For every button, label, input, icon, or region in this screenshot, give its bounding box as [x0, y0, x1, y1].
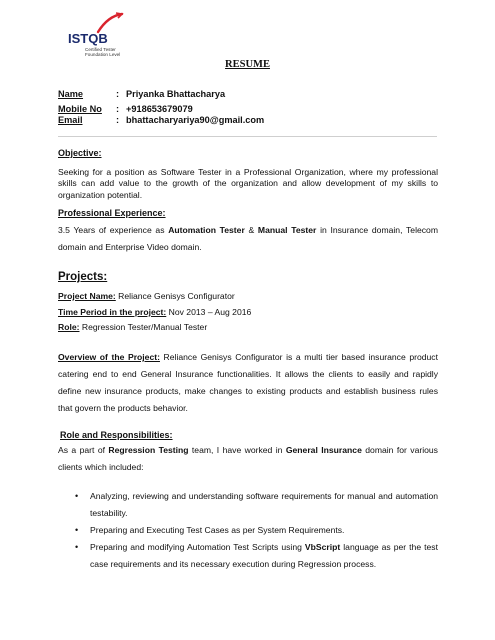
- bullet-icon: •: [75, 525, 79, 535]
- email-sep: :: [116, 115, 120, 125]
- time-period-value: Nov 2013 – Aug 2016: [166, 307, 252, 317]
- resp-t1: As a part of: [58, 445, 109, 455]
- istqb-logo: [60, 10, 140, 60]
- list-item: [74, 488, 438, 522]
- resp-b2: General Insurance: [285, 445, 362, 455]
- experience-heading: Professional Experience:: [58, 208, 166, 218]
- experience-t3: in Insurance domain, Telecom domain and Enterprise Video domain.: [58, 225, 438, 252]
- bullet3-pre: Preparing and modifying Automation Test Scripts using: [90, 542, 305, 552]
- objective-heading: Objective:: [58, 148, 102, 158]
- experience-t1: 3.5 Years of experience as: [58, 225, 169, 235]
- role-line: [58, 322, 207, 332]
- resp-b1: Regression Testing: [108, 445, 189, 455]
- responsibilities-list: [74, 488, 438, 573]
- project-name-label: Project Name:: [58, 291, 116, 301]
- role-value: Regression Tester/Manual Tester: [79, 322, 208, 332]
- experience-b2: Manual Tester: [257, 225, 317, 235]
- page-title: RESUME: [225, 59, 270, 70]
- mobile-label: Mobile No: [58, 104, 102, 114]
- list-item: [74, 522, 438, 539]
- role-label: Role:: [58, 322, 80, 332]
- email-label: Email: [58, 115, 83, 125]
- experience-text: [58, 222, 438, 256]
- email-value: bhattacharyariya90@gmail.com: [126, 115, 265, 125]
- experience-t2: &: [244, 225, 258, 235]
- bullet-text: Analyzing, reviewing and understanding software requirements for manual and automation testability.: [90, 491, 438, 518]
- name-sep: :: [116, 89, 120, 99]
- logo-line1: Certified Tester: [85, 47, 116, 52]
- bullet-text: [90, 542, 438, 569]
- resp-t2: team, I have worked in: [188, 445, 286, 455]
- overview-label: Overview of the Project:: [58, 352, 160, 362]
- time-period-label: Time Period in the project:: [58, 307, 167, 317]
- project-name-value: Reliance Genisys Configurator: [115, 291, 235, 301]
- logo-line2: Foundation Level: [85, 52, 121, 57]
- mobile-sep: :: [116, 104, 120, 114]
- mobile-value: +918653679079: [126, 104, 193, 114]
- time-period-line: [58, 307, 251, 317]
- responsibilities-heading: Role and Responsibilities:: [60, 430, 173, 440]
- list-item: [74, 539, 438, 573]
- project-name-line: [58, 291, 235, 301]
- bullet-icon: •: [75, 542, 79, 552]
- bullet-text: Preparing and Executing Test Cases as per System Requirements.: [90, 525, 345, 535]
- overview-paragraph: [58, 349, 438, 417]
- projects-heading: Projects:: [58, 271, 108, 283]
- name-label: Name: [58, 89, 84, 99]
- istqb-logo-graphic: [60, 10, 140, 60]
- name-value: Priyanka Bhattacharya: [126, 89, 226, 99]
- responsibilities-intro: [58, 442, 438, 476]
- objective-text: Seeking for a position as Software Tester in a Professional Organization, where my professional skills can add value to the growth of the organization and allow development of my skills to organization potential.: [58, 167, 438, 200]
- resp-t3: domain for various clients which included:: [58, 445, 438, 472]
- logo-name: ISTQB: [68, 31, 108, 46]
- experience-b1: Automation Tester: [168, 225, 245, 235]
- bullet3-bold: VbScript: [304, 542, 341, 552]
- overview-value: Reliance Genisys Configurator is a multi tier based insurance product catering end to end General Insurance functionalities. It allows the clients to easily and rapidly define new insurance products, make changes to existing products and establish business rules that govern the products behavior.: [58, 352, 438, 413]
- bullet3-post: language as per the test case requirements and its necessary execution during Regression process.: [90, 542, 438, 569]
- bullet-icon: •: [75, 491, 79, 501]
- divider: [58, 136, 437, 137]
